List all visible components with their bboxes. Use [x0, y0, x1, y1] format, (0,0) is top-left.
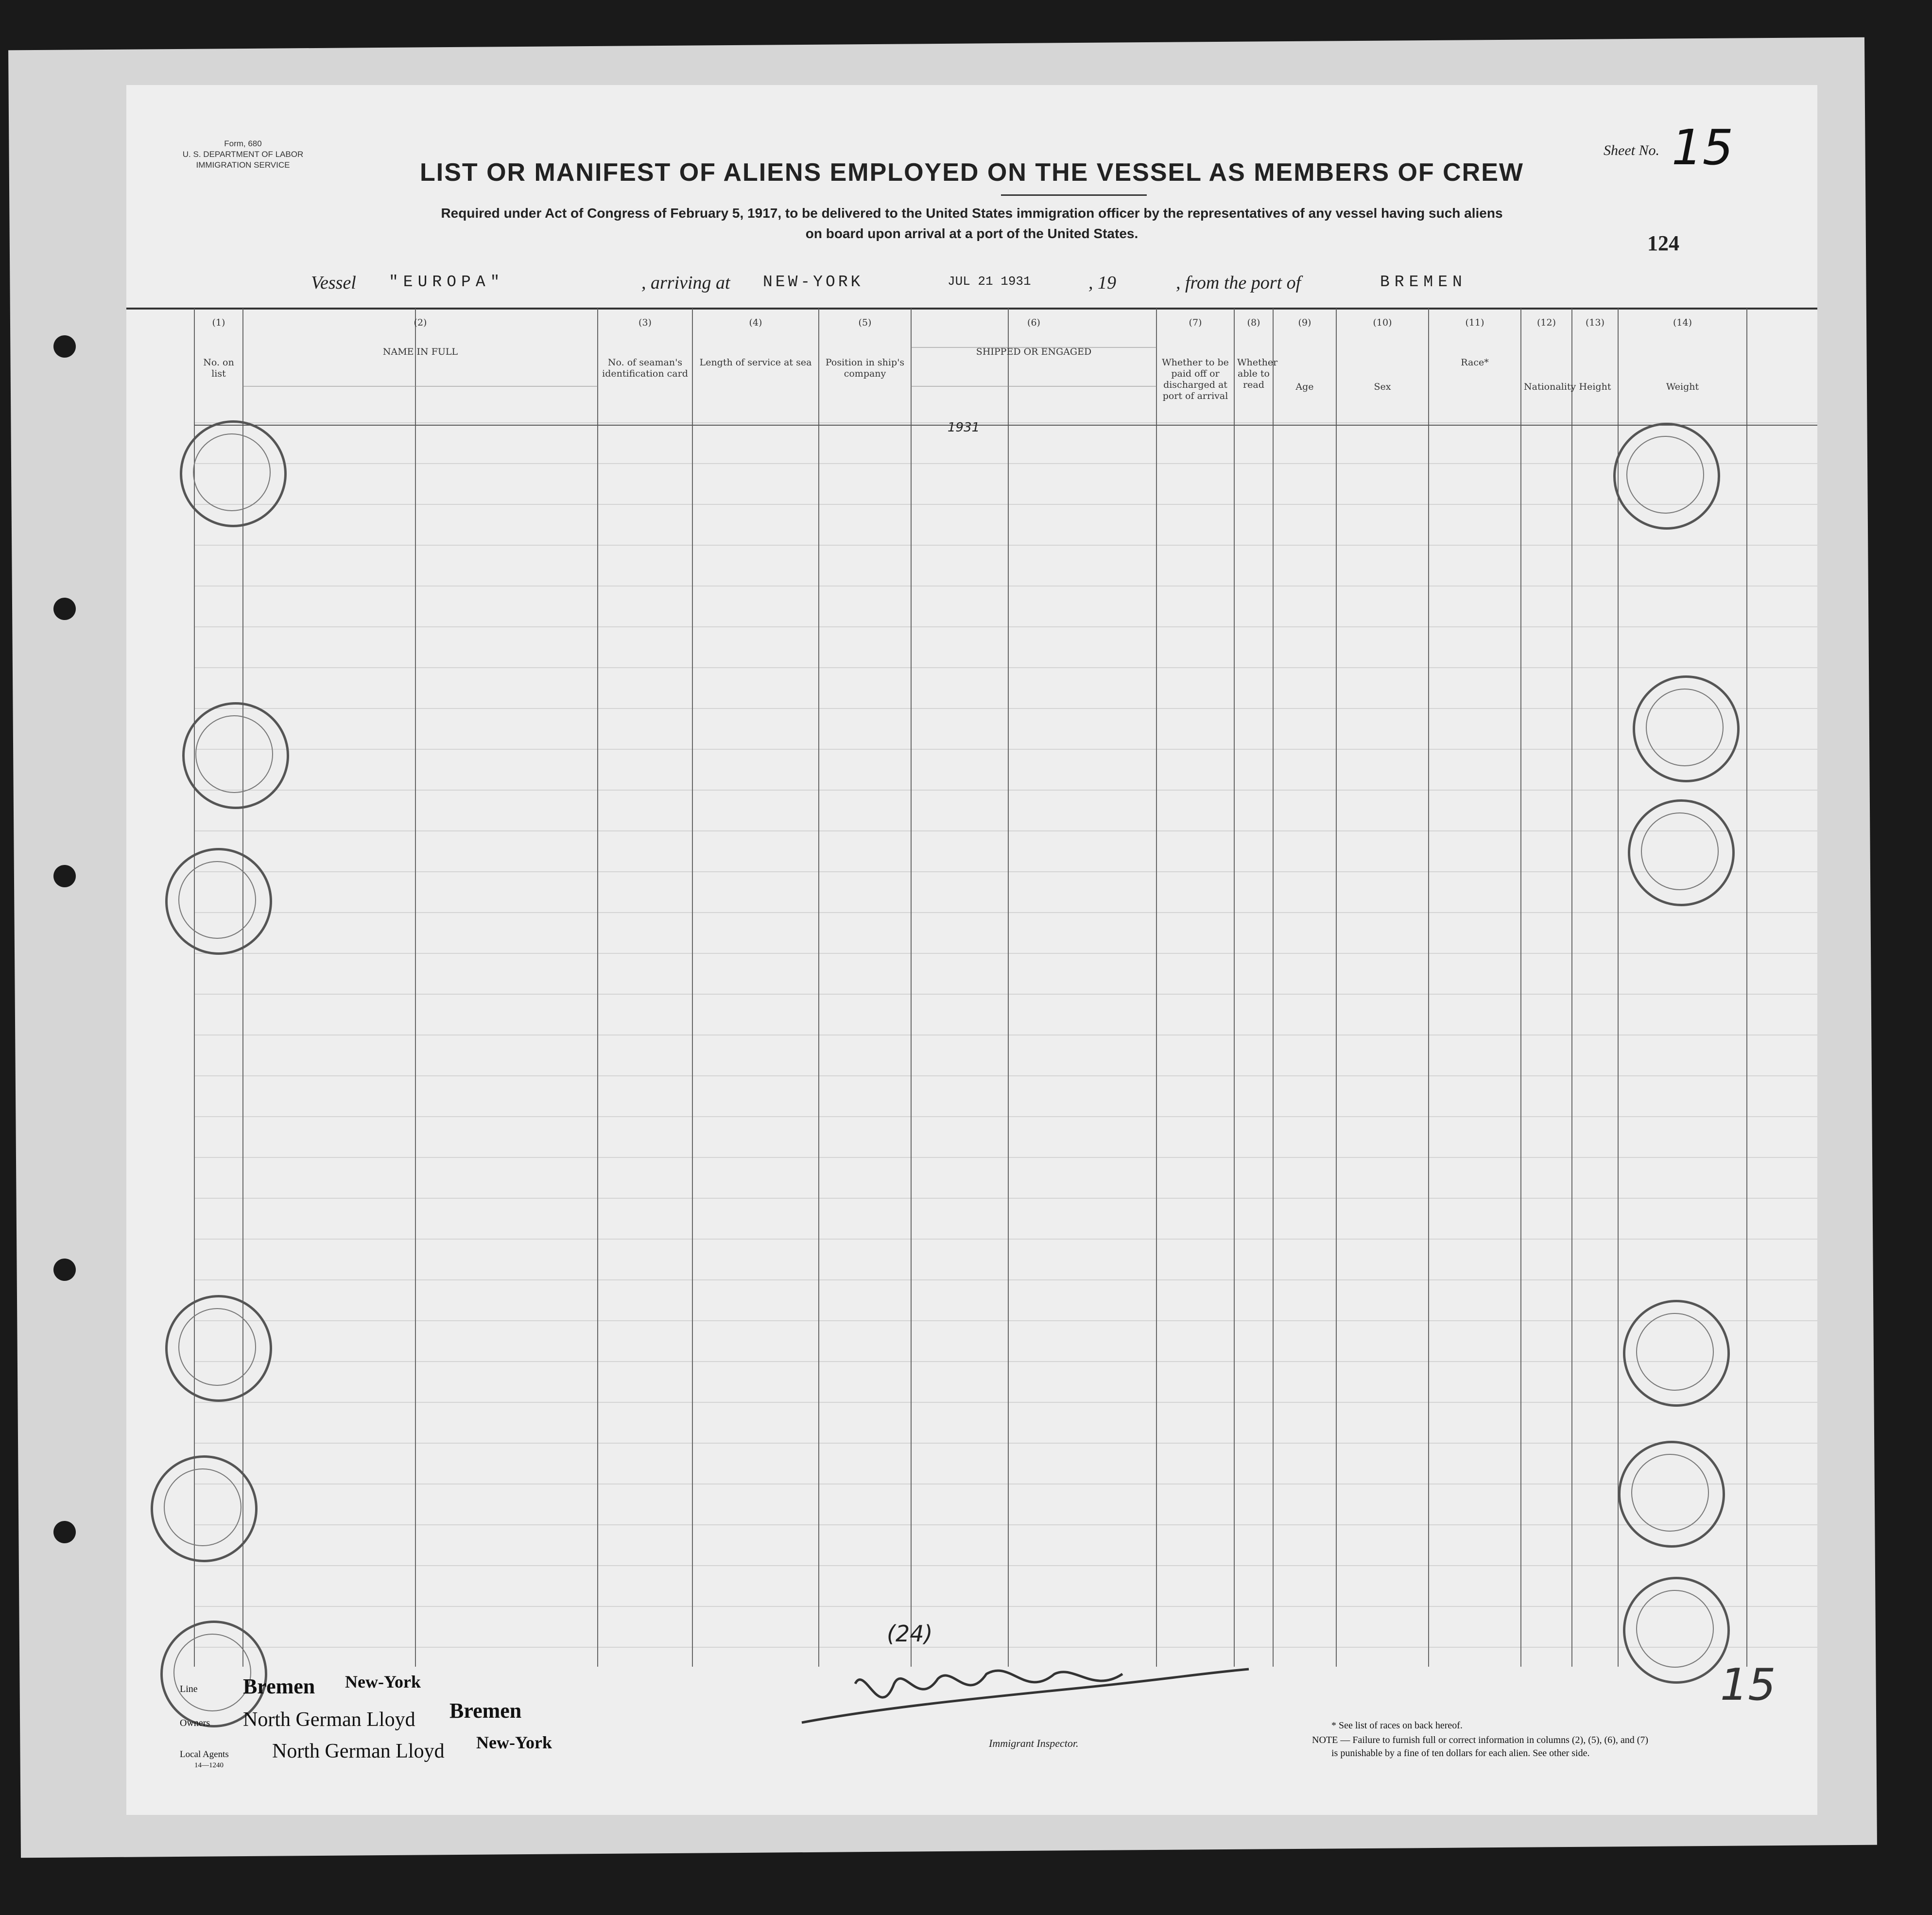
- inspector-label: Immigrant Inspector.: [989, 1737, 1079, 1749]
- owners-label: Owners: [180, 1718, 210, 1728]
- service: IMMIGRATION SERVICE: [196, 160, 290, 170]
- column-number: (6): [1027, 317, 1040, 328]
- column-header: SHIPPED OR ENGAGED: [976, 346, 1092, 357]
- column-number: (5): [858, 317, 872, 328]
- column-header: NAME IN FULL: [382, 346, 458, 357]
- agents-value: North German Lloyd: [272, 1740, 445, 1762]
- column-number: (7): [1189, 317, 1202, 328]
- owners-extra: Bremen: [449, 1699, 522, 1723]
- shipped-year-annotation: 1931: [948, 420, 980, 435]
- manifest-grid: [126, 85, 1817, 1815]
- column-number: (14): [1673, 317, 1692, 328]
- department: U. S. DEPARTMENT OF LABOR: [182, 150, 304, 159]
- races-note: * See list of races on back hereof.: [1331, 1720, 1463, 1731]
- page-number: 124: [1647, 231, 1679, 255]
- column-header: Whether able to read: [1237, 357, 1278, 390]
- consulate-stamp: [165, 848, 272, 955]
- year-label: , 19: [1088, 273, 1116, 293]
- column-number: (8): [1247, 317, 1260, 328]
- column-number: (12): [1536, 317, 1556, 328]
- agents-code: 14—1240: [194, 1761, 224, 1769]
- column-number: (4): [749, 317, 762, 328]
- column-number: (1): [212, 317, 225, 328]
- consulate-stamp: [1628, 799, 1735, 906]
- column-header: No. on list: [203, 357, 234, 379]
- column-number: (3): [638, 317, 652, 328]
- arriving-label: , arriving at: [641, 273, 730, 293]
- line-value-2: New-York: [345, 1672, 421, 1691]
- column-header: Length of service at sea: [699, 357, 812, 368]
- column-number: (11): [1465, 317, 1484, 328]
- vessel-name: "EUROPA": [389, 273, 505, 291]
- page-title: LIST OR MANIFEST OF ALIENS EMPLOYED ON THE VESSEL AS MEMBERS OF CREW: [420, 158, 1524, 187]
- from-port: BREMEN: [1380, 273, 1467, 291]
- sheet-number: 15: [1672, 119, 1734, 176]
- column-number: (10): [1373, 317, 1392, 328]
- line-label: Line: [180, 1684, 198, 1694]
- owners-value: North German Lloyd: [243, 1708, 415, 1731]
- consulate-stamp: [180, 420, 287, 527]
- total-count-annotation: (24): [887, 1621, 933, 1647]
- column-header: Sex: [1374, 381, 1391, 392]
- column-header: Age: [1295, 381, 1314, 392]
- consulate-stamp: [151, 1455, 258, 1562]
- column-header: Nationality: [1524, 381, 1576, 392]
- fine-note-2: is punishable by a fine of ten dollars for each alien. See other side.: [1331, 1748, 1590, 1759]
- consulate-stamp: [1623, 1577, 1730, 1684]
- subtitle-line-1: Required under Act of Congress of February 5, 1917, to be delivered to the United States immigration officer by the representatives of any vessel having such aliens: [441, 206, 1503, 221]
- column-header: Height: [1579, 381, 1611, 392]
- from-label: , from the port of: [1176, 273, 1301, 293]
- form-number: Form, 680: [224, 139, 262, 148]
- agents-label: Local Agents: [180, 1749, 229, 1760]
- column-header: Position in ship's company: [825, 357, 905, 379]
- consulate-stamp: [1623, 1300, 1730, 1407]
- column-number: (2): [414, 317, 427, 328]
- arrival-port: NEW-YORK: [763, 273, 863, 291]
- subtitle-line-2: on board upon arrival at a port of the United States.: [805, 226, 1138, 241]
- column-header: Weight: [1666, 381, 1699, 392]
- sheet-mark-annotation: 15: [1720, 1659, 1776, 1710]
- column-header: Race*: [1461, 357, 1489, 368]
- consulate-stamp: [1633, 675, 1740, 782]
- line-value-1: Bremen: [243, 1674, 315, 1698]
- column-header: No. of seaman's identification card: [602, 357, 688, 379]
- inspector-signature: [782, 1655, 1268, 1742]
- consulate-stamp: [1613, 423, 1720, 530]
- column-header: Whether to be paid off or discharged at port of arrival: [1162, 357, 1229, 401]
- arrival-date: JUL 21 1931: [948, 274, 1031, 289]
- column-number: (13): [1585, 317, 1604, 328]
- fine-note-1: NOTE — Failure to furnish full or correct information in columns (2), (5), (6), and (7): [1312, 1735, 1649, 1745]
- agents-extra: New-York: [476, 1733, 552, 1752]
- manifest-sheet: [126, 85, 1817, 1815]
- column-number: (9): [1298, 317, 1311, 328]
- vessel-label: Vessel: [311, 273, 356, 293]
- consulate-stamp: [1618, 1441, 1725, 1548]
- consulate-stamp: [165, 1295, 272, 1402]
- consulate-stamp: [182, 702, 289, 809]
- sheet-label: Sheet No.: [1604, 142, 1659, 158]
